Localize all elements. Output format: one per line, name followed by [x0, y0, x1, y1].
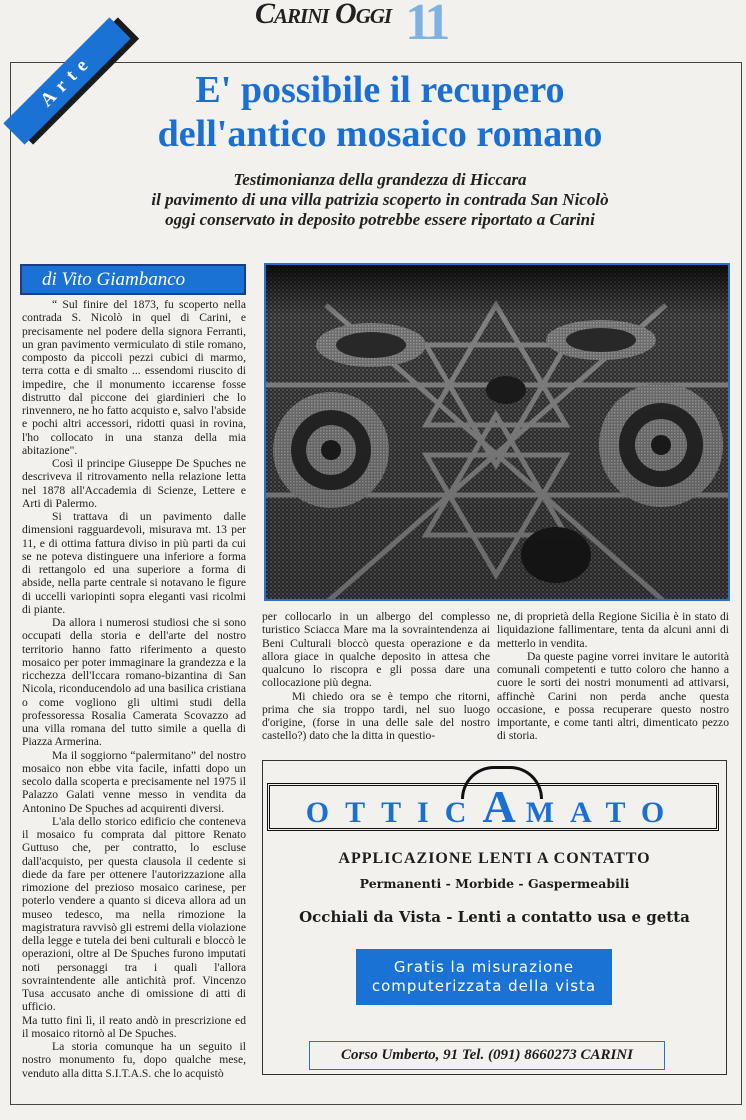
paragraph: Si trattava di un pavimento dalle dimensioni ragguardevoli, misurava mt. 13 per 11, e di ottima fattura diviso in più parti da cui se ne poteva distinguere una inferiore a forma di rettangolo ed una superiore a forma di abside, nella parte centrale si notavano le figure di uccelli variopinti sopra eleganti vasi ricolmi di piante.: [22, 510, 246, 616]
article-column-middle: [262, 610, 490, 743]
paragraph: ne, di proprietà della Regione Sicilia è in stato di liquidazione fallimentare, tenta da alcuni anni di metterlo in vendita.: [497, 610, 729, 650]
article-column-right: [497, 610, 729, 743]
ad-lens-types: Permanenti - Morbide - Gaspermeabili: [359, 876, 630, 891]
paragraph: Da allora i numerosi studiosi che si sono occupati della storia e dell'arte del nostro territorio hanno fatto riferimento a questo mosaico per poter immaginare la grandezza e la ricchezza dell'Iccara romano-bizantina di San Nicola, riconducendolo ad una basilica cristiana o come vogliono gli ultimi studi della professoressa Rosalia Camerata Scovazzo ad una villa romana del tutto simile a quella di Piazza Armerina.: [22, 616, 246, 749]
section-tag-label: Arte: [3, 17, 130, 144]
paragraph: L'ala dello storico edificio che conteneva il mosaico fu comprata dal pittore Renato Guttuso che, per contratto, lo escluse dall'acquisto, per questa clausola il cedente si diede da fare per ottenere l'autorizzazione alla rimozione del prezioso mosaico carinese, per poterlo vendere a quanto si diceva allora ad un museo tedesco, ma nella rimozione la magistratura ravvisò gli estremi della violazione della legge e tutela dei beni culturali e bloccò le operazioni, oltre al De Spuches furono imputati noti personaggi tra i quali l'allora sovraintendente alle antichità prof. Vincenzo Tusa accusato anche di omissione di atti di ufficio.: [22, 814, 246, 1014]
paragraph: La storia comunque ha un seguito il nostro monumento fu, dopo qualche mese, venduto alla ditta S.I.T.A.S. che lo acquistò: [22, 1040, 246, 1080]
promo-line-2: computerizzata della vista: [371, 977, 597, 995]
brand-initial: A: [482, 781, 526, 832]
promo-line-1: Gratis la misurazione: [393, 958, 575, 976]
ad-promo-box: [356, 949, 612, 1005]
paragraph: Ma il soggiorno “palermitano” del nostro mosaico non ebbe vita facile, infatti dopo un secolo dalla scoperta e precisamente nel 1975 il Palazzo Galati venne messo in vendita da Antonino De Spuches ad acquirenti diversi.: [22, 748, 246, 815]
publication-logo: Carini Oggi: [255, 0, 392, 30]
subtitle-line-1: Testimonianza della grandezza di Hiccara: [233, 170, 527, 189]
brand-part-2: MATO: [525, 796, 681, 829]
paragraph: Così il principe Giuseppe De Spuches ne descriveva il ritrovamento nella relazione letta nel 1878 all'Accademia di Scienze, Lettere e Arti di Palermo.: [22, 457, 246, 510]
ad-address: Corso Umberto, 91 Tel. (091) 8660273 CARINI: [309, 1041, 665, 1070]
page-number: 11: [405, 0, 447, 51]
article-column-left: [22, 298, 246, 1080]
headline-line-2: dell'antico mosaico romano: [157, 113, 603, 155]
ad-headline: APPLICAZIONE LENTI A CONTATTO: [338, 850, 651, 867]
subtitle: [40, 170, 720, 230]
advertisement-ottica-amato: [262, 760, 727, 1075]
mosaic-image: [266, 265, 730, 601]
mosaic-photo: [264, 263, 730, 601]
headline: [60, 68, 700, 156]
paragraph: Mi chiedo ora se è tempo che ritorni, prima che sia troppo tardi, nel suo luogo d'origine, (forse in una delle sale del nostro castello?) dato che la ditta in questio-: [262, 689, 490, 743]
paragraph: Ma tutto finì lì, il reato andò in prescrizione ed il mosaico ritornò al De Spuches.: [22, 1013, 246, 1040]
byline: di Vito Giambanco: [20, 264, 246, 295]
subtitle-line-2: il pavimento di una villa patrizia scoperto in contrada San Nicolò: [151, 190, 609, 209]
ad-brand-logo: [267, 783, 719, 831]
ad-products: Occhiali da Vista - Lenti a contatto usa e getta: [299, 908, 690, 926]
subtitle-line-3: oggi conservato in deposito potrebbe essere riportato a Carini: [165, 210, 595, 229]
paragraph: “ Sul finire del 1873, fu scoperto nella contrada S. Nicolò in quel di Carini, e precisamente nel podere della signora Ferranti, un gran pavimento vermiculato di stile romano, composto da piccoli pezzi cubici di marmo, terra cotta e di smalto ... essendomi riuscito di impedire, che il monumento iccarense fosse distrutto dal piccone dei giardinieri che lo rinvennero, ne ho fatto acquisto e, salvo l'abside e pochi altri accessori, ridotti quasi in rovina, l'ho collocato in una stanza della mia abitazione".: [22, 298, 246, 457]
brand-part-1: OTTIC: [305, 796, 483, 829]
masthead: [255, 0, 446, 54]
headline-line-1: E' possibile il recupero: [195, 69, 565, 111]
paragraph: Da queste pagine vorrei invitare le autorità comunali competenti e tutto coloro che hanno a cuore le sorti dei nostri monumenti ad attivarsi, affinchè Carini non perda anche questa occasione, e possa recuperare questo nostro importante, e come tanti altri, dimenticato pezzo di storia.: [497, 649, 729, 743]
paragraph: per collocarlo in un albergo del complesso turistico Sciacca Mare ma la sovraintendenza ai Beni Culturali bloccò questa operazione e da allora giace in qualche deposito in attesa che qualcuno lo riscopra e gli possa dare una collocazione più degna.: [262, 610, 490, 690]
